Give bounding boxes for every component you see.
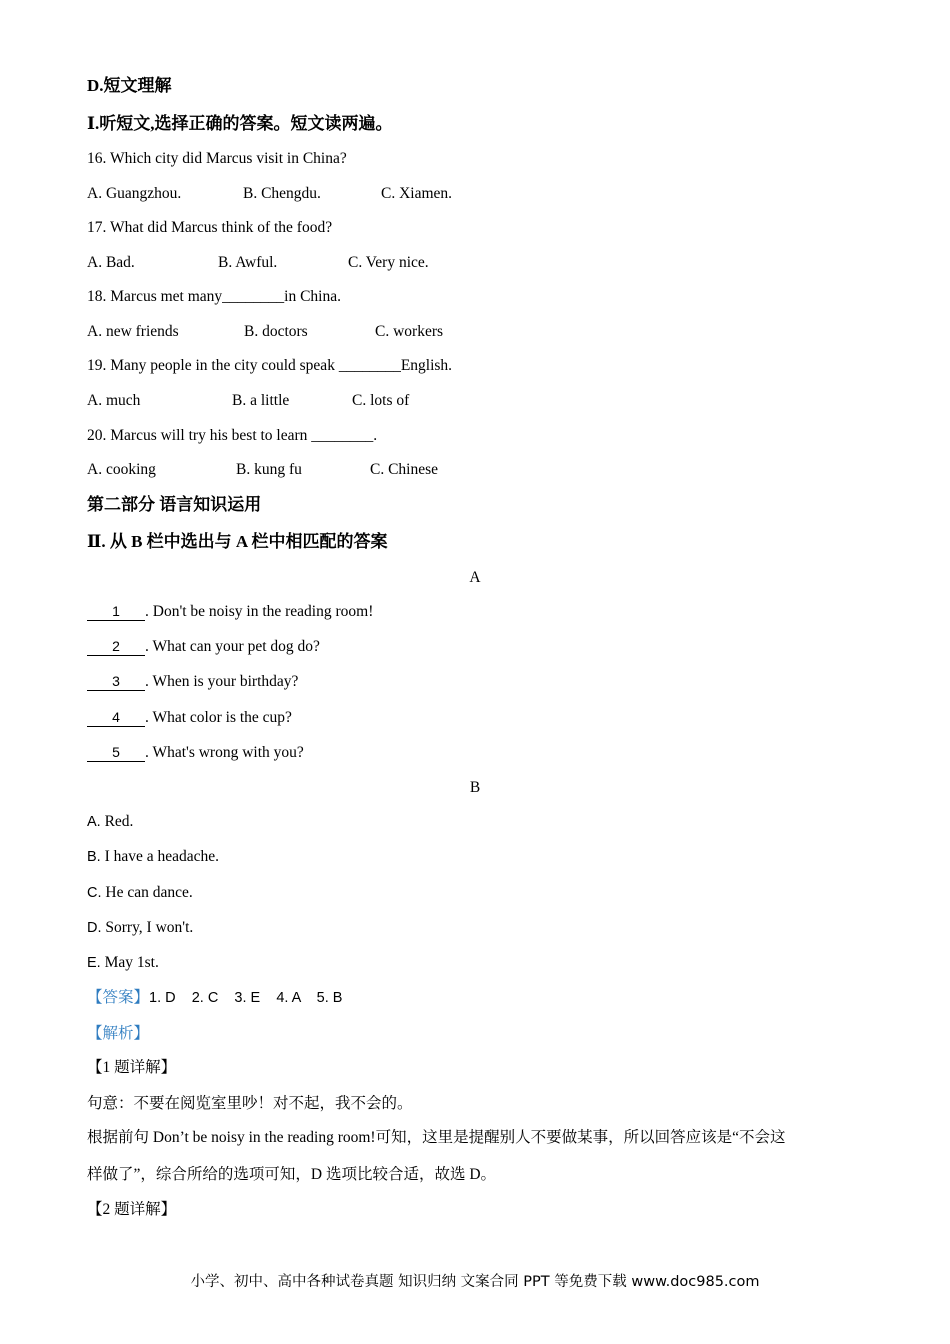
part1-title: Ⅰ.听短文,选择正确的答案。短文读两遍。 — [87, 114, 393, 133]
detail-1-explanation-line2: 样做了”，综合所给的选项可知，D 选项比较合适，故选 D。 — [87, 1166, 497, 1183]
options-17 — [87, 253, 429, 273]
answer-blank: 1 — [87, 603, 145, 621]
question-18: 18. Marcus met many________in China. — [87, 288, 341, 305]
choice-text: Sorry, I won't. — [101, 919, 194, 936]
answer-blank: 3 — [87, 673, 145, 691]
choice-e — [87, 953, 159, 973]
part2-title: 第二部分 语言知识运用 — [87, 495, 262, 514]
choice-a — [87, 812, 133, 832]
question-16: 16. Which city did Marcus visit in China? — [87, 150, 347, 167]
question-20: 20. Marcus will try his best to learn ________. — [87, 427, 378, 444]
match-item-2 — [87, 637, 320, 657]
choice-letter: D. — [87, 920, 102, 936]
match-title: Ⅱ. 从 B 栏中选出与 A 栏中相匹配的答案 — [87, 532, 388, 551]
option-b: B. Awful. — [218, 254, 278, 271]
option-a: A. cooking — [87, 461, 156, 478]
option-b: B. a little — [232, 392, 290, 409]
option-c: C. Very nice. — [348, 254, 429, 271]
match-item-5 — [87, 743, 304, 763]
choice-c — [87, 883, 193, 903]
match-item-text: . When is your birthday? — [145, 673, 299, 690]
detail-1-meaning: 句意：不要在阅览室里吵！对不起，我不会的。 — [87, 1095, 413, 1112]
choice-letter: C. — [87, 885, 102, 901]
option-c: C. Xiamen. — [381, 185, 453, 202]
match-item-4 — [87, 708, 292, 728]
choice-letter: B. — [87, 849, 101, 865]
detail-1-title: 【1 题详解】 — [87, 1059, 177, 1076]
question-17: 17. What did Marcus think of the food? — [87, 219, 333, 236]
choice-text: May 1st. — [100, 954, 159, 971]
detail-1-explanation-line1: 根据前句 Don’t be noisy in the reading room!可知，这里是提醒别人不要做某事，所以回答应该是“不会这 — [87, 1129, 786, 1146]
options-20 — [87, 460, 438, 480]
section-heading: D.短文理解 — [87, 76, 172, 95]
answer-text: 1. D 2. C 3. E 4. A 5. B — [149, 990, 343, 1006]
answer-blank: 5 — [87, 744, 145, 762]
options-18 — [87, 322, 443, 342]
column-b-heading: B — [469, 779, 481, 796]
match-item-text: . Don't be noisy in the reading room! — [145, 603, 374, 620]
option-b: B. doctors — [244, 323, 308, 340]
column-a-heading: A — [469, 569, 481, 586]
choice-text: He can dance. — [101, 884, 193, 901]
option-a: A. Bad. — [87, 254, 135, 271]
option-c: C. Chinese — [370, 461, 439, 478]
answer-blank: 2 — [87, 638, 145, 656]
choice-letter: A. — [87, 814, 101, 830]
match-item-text: . What color is the cup? — [145, 709, 292, 726]
choice-text: Red. — [100, 813, 134, 830]
analysis-label: 【解析】 — [87, 1025, 150, 1042]
answer-line — [87, 988, 342, 1008]
question-19: 19. Many people in the city could speak ________English. — [87, 357, 453, 374]
answer-label: 【答案】 — [87, 989, 150, 1006]
option-c: C. lots of — [352, 392, 410, 409]
option-a: A. much — [87, 392, 141, 409]
option-b: B. Chengdu. — [243, 185, 321, 202]
page-footer: 小学、初中、高中各种试卷真题 知识归纳 文案合同 PPT 等免费下载 www.doc985.com — [190, 1274, 760, 1290]
match-item-text: . What's wrong with you? — [145, 744, 304, 761]
option-a: A. new friends — [87, 323, 179, 340]
choice-d — [87, 918, 193, 938]
answer-blank: 4 — [87, 709, 145, 727]
match-item-text: . What can your pet dog do? — [145, 638, 320, 655]
options-19 — [87, 391, 409, 411]
option-a: A. Guangzhou. — [87, 185, 182, 202]
option-b: B. kung fu — [236, 461, 302, 478]
choice-b — [87, 847, 219, 867]
detail-2-title: 【2 题详解】 — [87, 1201, 177, 1218]
options-16 — [87, 184, 452, 204]
match-item-1 — [87, 602, 373, 622]
choice-letter: E. — [87, 955, 101, 971]
option-c: C. workers — [375, 323, 444, 340]
match-item-3 — [87, 672, 298, 692]
choice-text: I have a headache. — [100, 848, 220, 865]
